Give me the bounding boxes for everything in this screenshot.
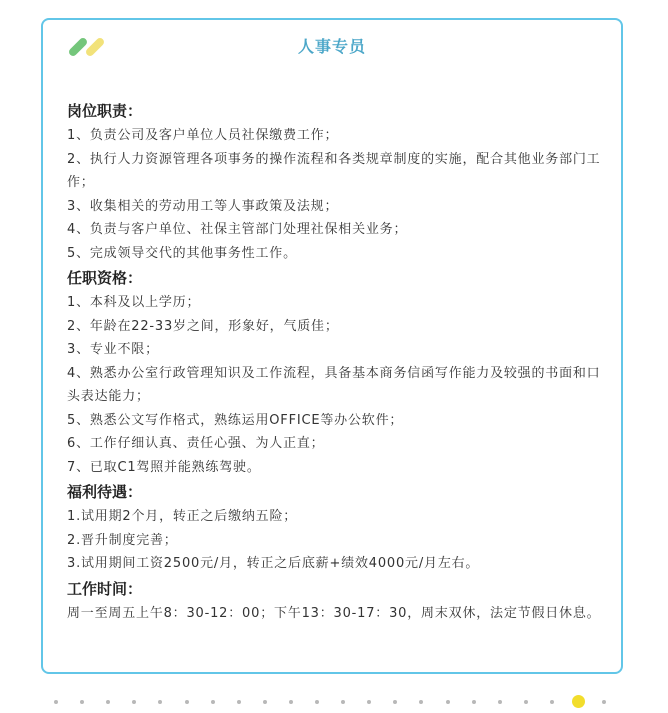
- section-working-hours: [67, 576, 601, 626]
- pagination-dot[interactable]: [289, 700, 293, 704]
- section-line: 1、负责公司及客户单位人员社保缴费工作；: [67, 128, 339, 143]
- section-line: 6、工作仔细认真、责任心强、为人正直；: [67, 436, 325, 451]
- section-line: 7、已取C1驾照并能熟练驾驶。: [67, 459, 261, 475]
- section-line: 2.晋升制度完善；: [67, 532, 178, 548]
- section-line: 3、收集相关的劳动用工等人事政策及法规；: [67, 198, 339, 214]
- pagination-dot[interactable]: [341, 700, 345, 704]
- section-line: 4、负责与客户单位、社保主管部门处理社保相关业务；: [67, 222, 408, 237]
- pagination-dot[interactable]: [132, 700, 136, 704]
- pagination-dot[interactable]: [602, 700, 606, 704]
- pagination-dot-active[interactable]: [572, 695, 585, 708]
- pagination-dot[interactable]: [211, 700, 215, 704]
- job-card: [41, 18, 623, 674]
- card-title: 人事专员: [297, 37, 366, 56]
- section-heading: 任职资格：: [67, 269, 143, 287]
- pagination-dot[interactable]: [498, 700, 502, 704]
- section-line: 3.试用期间工资2500元/月，转正之后底薪+绩效4000元/月左右。: [67, 556, 480, 571]
- pagination-dot[interactable]: [54, 700, 58, 704]
- pagination-dot[interactable]: [237, 700, 241, 704]
- pagination-dot[interactable]: [550, 700, 554, 704]
- section-line: 5、熟悉公文写作格式，熟练运用OFFICE等办公软件；: [67, 412, 404, 428]
- pagination-dot[interactable]: [263, 700, 267, 704]
- pagination-dot[interactable]: [446, 700, 450, 704]
- pagination-dot[interactable]: [367, 700, 371, 704]
- section-line: 3、专业不限；: [67, 342, 159, 357]
- section-line: 2、执行人力资源管理各项事务的操作流程和各类规章制度的实施，配合其他业务部门工作；: [67, 151, 601, 190]
- pagination-dot[interactable]: [185, 700, 189, 704]
- section-heading: 岗位职责：: [67, 102, 143, 120]
- section-heading: 福利待遇：: [67, 483, 143, 501]
- pagination-dot[interactable]: [524, 700, 528, 704]
- pagination-dots: [0, 695, 668, 709]
- pagination-dot[interactable]: [106, 700, 110, 704]
- pagination-dot[interactable]: [419, 700, 423, 704]
- pagination-dot[interactable]: [315, 700, 319, 704]
- section-line: 1、本科及以上学历；: [67, 295, 201, 310]
- card-content: [67, 98, 601, 625]
- section-line: 4、熟悉办公室行政管理知识及工作流程，具备基本商务信函写作能力及较强的书面和口头表达能力；: [67, 365, 601, 404]
- pagination-dot[interactable]: [80, 700, 84, 704]
- section-line: 周一至周五上午8：30-12：00；下午13：30-17：30，周末双休，法定节假日休息。: [67, 605, 601, 621]
- section-responsibilities: [67, 98, 601, 265]
- pagination-dot[interactable]: [472, 700, 476, 704]
- section-line: 5、完成领导交代的其他事务性工作。: [67, 245, 297, 261]
- section-qualifications: [67, 265, 601, 479]
- section-line: 2、年龄在22-33岁之间，形象好，气质佳；: [67, 318, 339, 334]
- section-heading: 工作时间：: [67, 579, 143, 598]
- section-benefits: [67, 479, 601, 576]
- pagination-dot[interactable]: [393, 700, 397, 704]
- pagination-dot[interactable]: [158, 700, 162, 704]
- section-line: 1.试用期2个月，转正之后缴纳五险；: [67, 509, 298, 524]
